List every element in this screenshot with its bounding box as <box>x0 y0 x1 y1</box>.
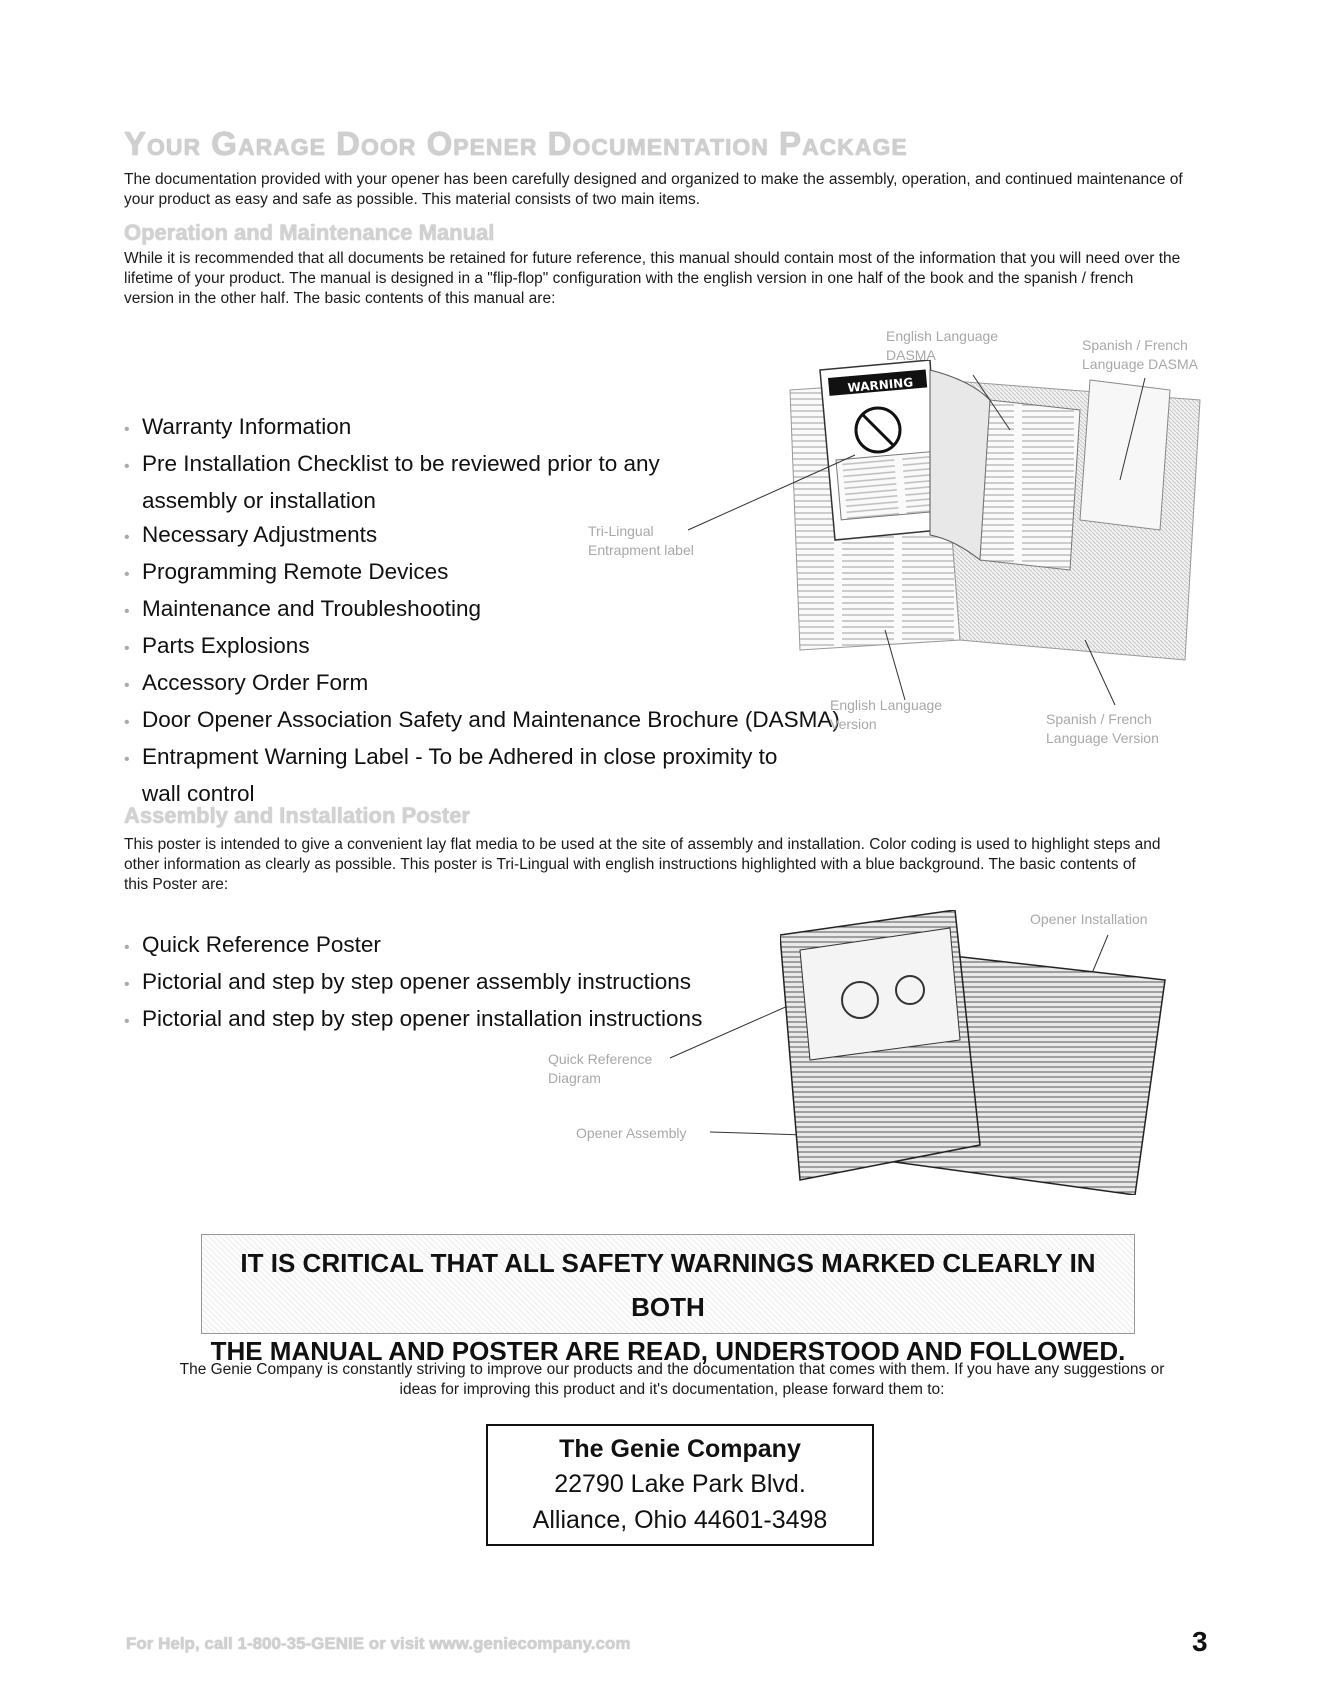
bullet-icon: • <box>124 566 130 583</box>
warning-line-2: THE MANUAL AND POSTER ARE READ, UNDERSTOOD AND FOLLOWED. <box>210 1336 1126 1366</box>
callout-spanish-dasma: Spanish / French Language DASMA <box>1082 337 1198 372</box>
callout-quick-reference: Quick Reference Diagram <box>548 1051 653 1086</box>
booklet-warning-text: WARNING <box>847 375 914 395</box>
bullet-icon: • <box>124 939 130 956</box>
list-item-text: Programming Remote Devices <box>142 559 449 584</box>
list-item-text: Pictorial and step by step opener assembly instructions <box>142 969 692 994</box>
company-name: The Genie Company <box>559 1435 801 1463</box>
page-number: 3 <box>1192 1626 1208 1657</box>
company-address-box <box>486 1424 874 1546</box>
bullet-icon: • <box>124 529 130 546</box>
list-item-text: Necessary Adjustments <box>142 522 378 547</box>
poster-contents-list <box>124 928 744 1039</box>
list-item-text: Door Opener Association Safety and Maintenance Brochure (DASMA) <box>142 707 840 732</box>
list-item-text: Quick Reference Poster <box>142 932 381 957</box>
list-item-text: Parts Explosions <box>142 633 310 658</box>
feedback-paragraph: The Genie Company is constantly striving to improve our products and the documentation that comes with them. If you have any suggestions or ideas for improving this product and it's documentation, please forward them to: <box>179 1361 1165 1398</box>
callout-opener-assembly: Opener Assembly <box>576 1125 687 1141</box>
list-item-text: Maintenance and Troubleshooting <box>142 596 481 621</box>
poster-heading: Assembly and Installation Poster <box>124 803 470 828</box>
warning-line-1: IT IS CRITICAL THAT ALL SAFETY WARNINGS MARKED CLEARLY IN BOTH <box>240 1248 1096 1322</box>
list-item <box>124 965 744 1002</box>
callout-english-dasma: English Language DASMA <box>886 328 999 363</box>
callout-tri-lingual: Tri-Lingual Entrapment label <box>588 523 694 558</box>
callout-english-version: English Language Version <box>830 697 943 732</box>
poster-illustration <box>780 910 1170 1195</box>
list-item-text: Accessory Order Form <box>142 670 369 695</box>
list-item-text: Warranty Information <box>142 414 352 439</box>
intro-paragraph: The documentation provided with your opener has been carefully designed and organized to make the assembly, operation, and continued maintenance of your product as easy and safe as possible. This material consists of two main items. <box>124 171 1183 208</box>
list-item <box>124 1002 744 1039</box>
callout-spanish-version: Spanish / French Language Version <box>1046 711 1159 746</box>
bullet-icon: • <box>124 1013 130 1030</box>
page-title: Your Garage Door Opener Documentation Package <box>124 125 908 162</box>
bullet-icon: • <box>124 976 130 993</box>
safety-warning-box <box>201 1234 1135 1366</box>
callout-opener-installation: Opener Installation <box>1030 911 1148 927</box>
list-item-text: Entrapment Warning Label - To be Adhered in close proximity to wall control <box>142 744 778 806</box>
street-address: 22790 Lake Park Blvd. <box>554 1470 806 1498</box>
city-address: Alliance, Ohio 44601-3498 <box>532 1506 828 1534</box>
bullet-icon: • <box>124 421 130 438</box>
bullet-icon: • <box>124 458 130 475</box>
bullet-icon: • <box>124 751 130 768</box>
bullet-icon: • <box>124 677 130 694</box>
bullet-icon: • <box>124 603 130 620</box>
footer-help-line: For Help, call 1-800-35-GENIE or visit www.geniecompany.com <box>126 1634 631 1653</box>
poster-paragraph: This poster is intended to give a convenient lay flat media to be used at the site of assembly and installation. Color coding is used to highlight steps and other information as clearly as possible. This poster is Tri-Lingual with english instructions highlighted with a blue background. The basic contents of this Poster are: <box>124 836 1161 893</box>
bullet-icon: • <box>124 640 130 657</box>
manual-paragraph: While it is recommended that all documents be retained for future reference, this manual should contain most of the information that you will need over the lifetime of your product. The manual is designed in a "flip-flop" configuration with the english version in one half of the book and the spanish / french version in the other half. The basic contents of this manual are: <box>124 250 1181 307</box>
list-item-text: Pictorial and step by step opener installation instructions <box>142 1006 703 1031</box>
manual-heading: Operation and Maintenance Manual <box>124 220 495 245</box>
list-item-text: Pre Installation Checklist to be reviewed prior to any assembly or installation <box>142 451 660 513</box>
bullet-icon: • <box>124 714 130 731</box>
list-item <box>124 928 744 965</box>
